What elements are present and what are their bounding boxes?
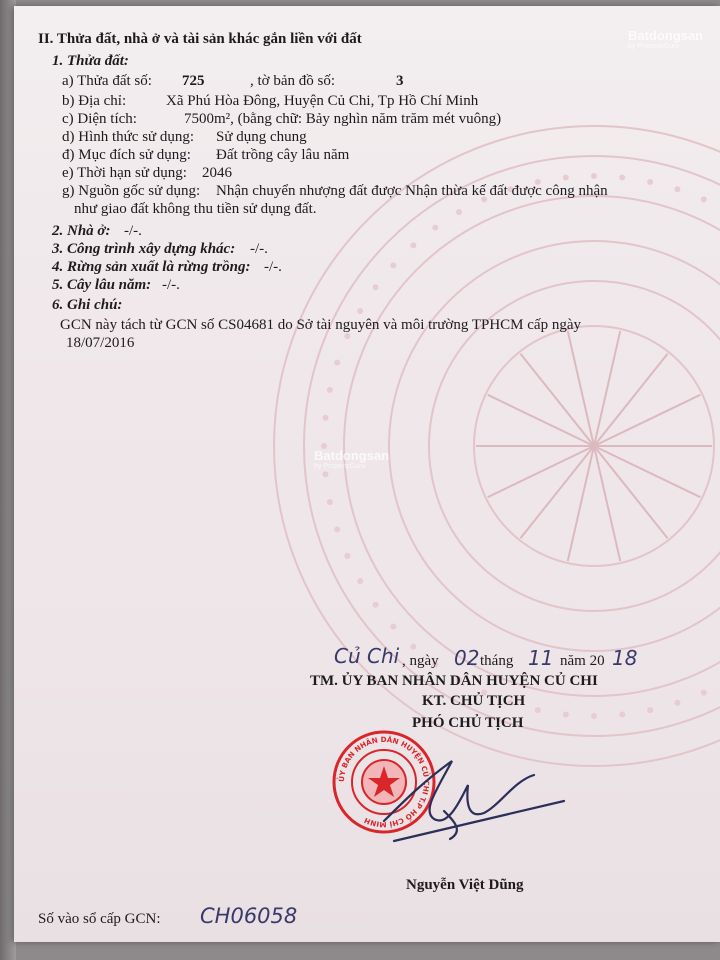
- usage-form-label: d) Hình thức sử dụng:: [62, 129, 195, 145]
- watermark-sub: by PropertyGuru: [628, 43, 680, 50]
- watermark-brand: Batdongsan: [628, 28, 704, 43]
- parcel-number: 725: [182, 73, 205, 89]
- date-nam-label: năm 20: [560, 653, 605, 669]
- notes-heading: 6. Ghi chú:: [52, 297, 123, 313]
- map-label: , tờ bản đồ số:: [250, 73, 336, 89]
- construction-value: -/-.: [250, 241, 268, 257]
- house-heading: 2. Nhà ở:: [52, 223, 111, 239]
- handwritten-day: 02: [454, 646, 480, 670]
- watermark-brand: Batdongsan: [314, 448, 390, 463]
- house-value: -/-.: [124, 223, 142, 239]
- parcel-label: a) Thửa đất số:: [62, 73, 152, 89]
- seal-ring-text: ỦY BAN NHÂN DÂN HUYỆN CỦ CHI T.P HỒ CHÍ MINH: [336, 734, 432, 830]
- signature: [364, 741, 574, 851]
- term-value: 2046: [202, 165, 232, 181]
- purpose-value: Đất trồng cây lâu năm: [216, 147, 350, 163]
- registry-number: CH06058: [200, 904, 298, 928]
- signer-name: Nguyễn Việt Dũng: [406, 877, 524, 893]
- area-value: 7500m², (bằng chữ: Bảy nghìn năm trăm mét vuông): [184, 111, 502, 127]
- notes-line1: GCN này tách từ GCN số CS04681 do Sở tài nguyên và môi trường TPHCM cấp ngày: [60, 317, 581, 333]
- handwritten-month: 11: [528, 646, 554, 670]
- authority-line2: KT. CHỦ TỊCH: [422, 693, 526, 709]
- purpose-label: đ) Mục đích sử dụng:: [62, 147, 191, 163]
- date-thang-label: tháng: [480, 653, 514, 669]
- area-label: c) Diện tích:: [62, 111, 137, 127]
- trees-value: -/-.: [162, 277, 180, 293]
- watermark-top: [628, 28, 703, 50]
- forest-value: -/-.: [264, 259, 282, 275]
- origin-value-line1: Nhận chuyển nhượng đất được Nhận thừa kế đất được công nhận: [216, 183, 608, 199]
- address-label: b) Địa chỉ:: [62, 93, 127, 109]
- forest-heading: 4. Rừng sản xuất là rừng trồng:: [52, 259, 251, 275]
- trees-heading: 5. Cây lâu năm:: [52, 277, 152, 293]
- map-number: 3: [396, 73, 404, 89]
- watermark-sub: by PropertyGuru: [314, 463, 366, 470]
- handwritten-place: Củ Chi: [334, 644, 400, 668]
- authority-line1: TM. ỦY BAN NHÂN DÂN HUYỆN CỦ CHI: [310, 673, 598, 689]
- date-ngay-label: , ngày: [402, 653, 439, 669]
- term-label: e) Thời hạn sử dụng:: [62, 165, 187, 181]
- handwritten-year: 18: [612, 646, 638, 670]
- usage-form-value: Sử dụng chung: [216, 129, 307, 145]
- construction-heading: 3. Công trình xây dựng khác:: [52, 241, 236, 257]
- land-certificate-page: [14, 6, 720, 942]
- address-value: Xã Phú Hòa Đông, Huyện Củ Chi, Tp Hồ Chí Minh: [166, 93, 479, 109]
- origin-label: g) Nguồn gốc sử dụng:: [62, 183, 201, 199]
- notes-line2: 18/07/2016: [66, 335, 135, 351]
- section-title: II. Thửa đất, nhà ở và tài sản khác gắn liền với đất: [38, 31, 362, 47]
- authority-line3: PHÓ CHỦ TỊCH: [412, 715, 524, 731]
- land-heading: 1. Thửa đất:: [52, 53, 129, 69]
- origin-value-line2: như giao đất không thu tiền sử dụng đất.: [74, 201, 317, 217]
- registry-label: Số vào sổ cấp GCN:: [38, 911, 161, 927]
- watermark-center: [314, 448, 389, 470]
